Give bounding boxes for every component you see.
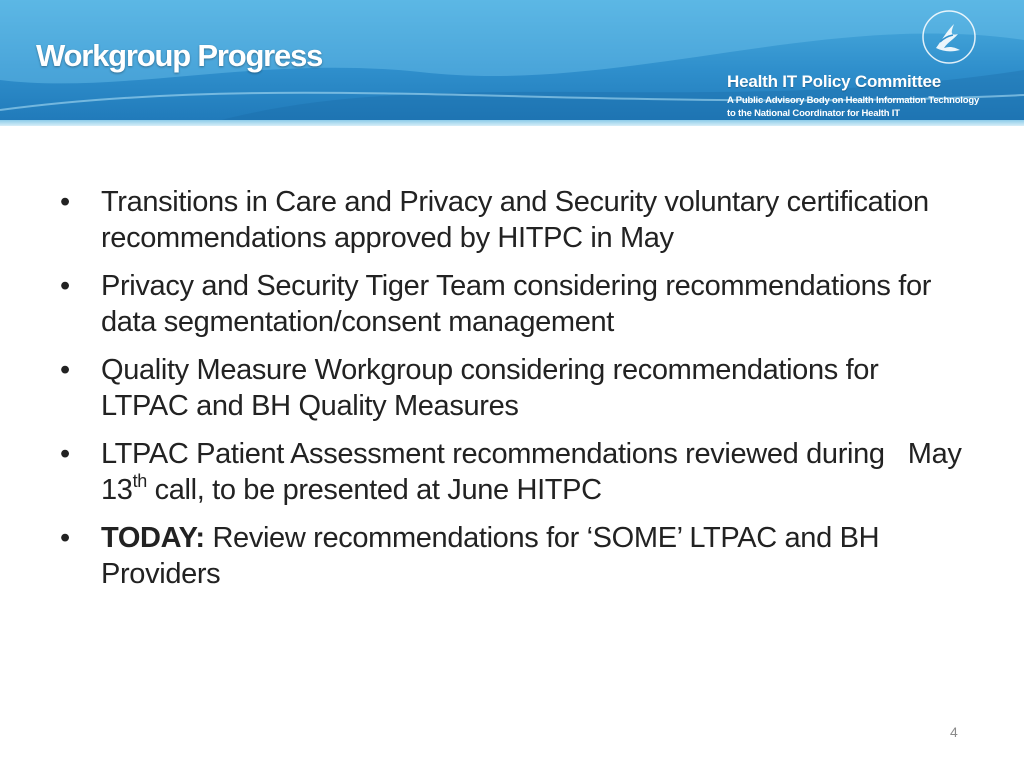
- bullet-text-before: LTPAC Patient Assessment recommendations reviewed during May 13: [101, 438, 970, 506]
- page-number: 4: [950, 724, 958, 740]
- header-banner: [0, 0, 1024, 126]
- bullet-text: [101, 438, 969, 506]
- bullet-dot: •: [60, 522, 70, 554]
- bullet-dot: •: [60, 270, 70, 302]
- org-tagline-line2: to the National Coordinator for Health IT: [727, 108, 900, 119]
- slide-title: Workgroup Progress: [36, 38, 323, 73]
- bullet-dot: •: [60, 186, 70, 218]
- bullet-dot: •: [60, 438, 70, 470]
- bullet-dot: •: [60, 354, 70, 386]
- bullet-text: [101, 522, 887, 590]
- today-label: TODAY:: [101, 522, 205, 554]
- bullet-item: [60, 268, 965, 340]
- org-tagline: [727, 94, 979, 120]
- org-tagline-line1: A Public Advisory Body on Health Information Technology: [727, 95, 980, 106]
- bullet-text-after: call, to be presented at June HITPC: [146, 474, 602, 506]
- bullet-text: Quality Measure Workgroup considering recommendations for LTPAC and BH Quality Measures: [101, 354, 879, 422]
- bullet-item: [60, 520, 965, 592]
- bullet-text: Transitions in Care and Privacy and Security voluntary certification recommendations approved by HITPC in May: [101, 186, 929, 254]
- org-name: Health IT Policy Committee: [727, 72, 941, 91]
- ordinal-superscript: th: [132, 471, 147, 492]
- bullet-item: [60, 352, 965, 424]
- banner-bottom-strip: [0, 120, 1024, 126]
- bullet-item: [60, 436, 970, 508]
- bullet-text-rest: Review recommendations for ‘SOME’ LTPAC and BH Providers: [101, 522, 887, 590]
- bullet-list: [60, 184, 970, 604]
- bullet-text: Privacy and Security Tiger Team considering recommendations for data segmentation/consent management: [101, 270, 932, 338]
- bullet-item: [60, 184, 965, 256]
- hhs-eagle-icon: [920, 8, 978, 66]
